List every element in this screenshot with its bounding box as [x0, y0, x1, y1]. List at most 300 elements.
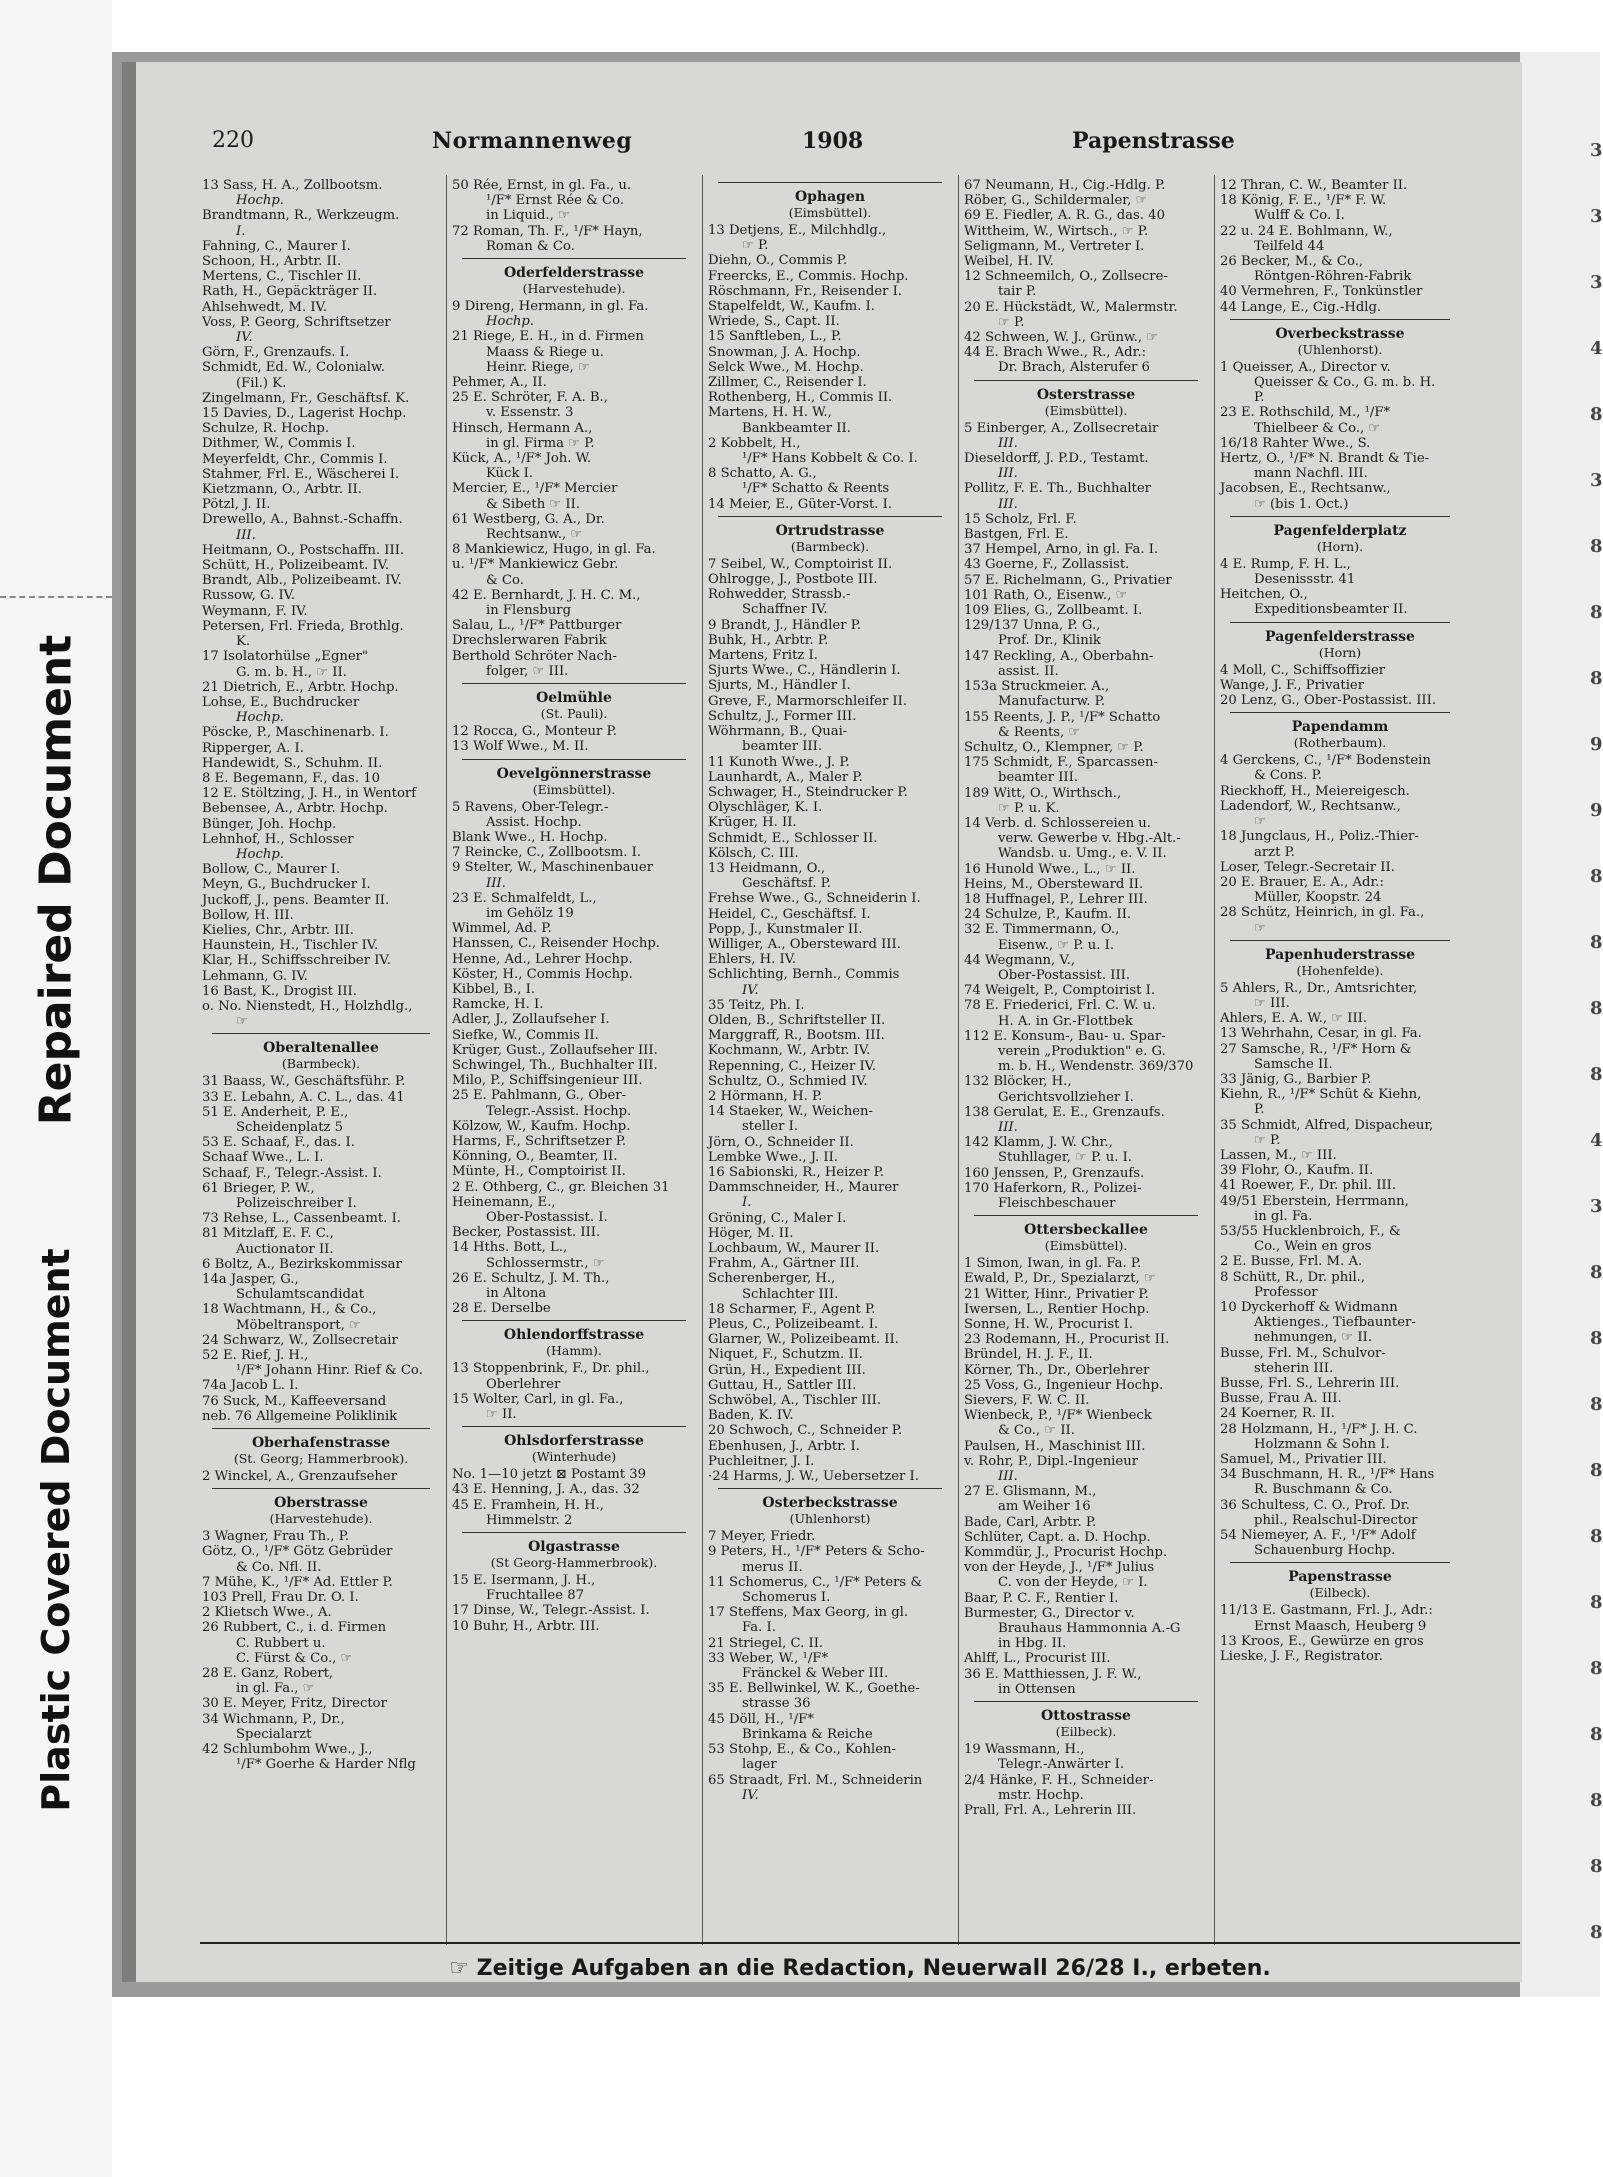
directory-entry: 2 E. Othberg, C., gr. Bleichen 31	[452, 1179, 670, 1195]
directory-entry: No. 1—10 jetzt ⊠ Postamt 39	[452, 1467, 647, 1483]
directory-entry: 138 Gerulat, E. E., Grenzaufs.	[964, 1104, 1165, 1120]
directory-entry-continuation: Kück I.	[486, 466, 534, 482]
directory-entry: Marggraff, R., Bootsm. III.	[708, 1028, 885, 1044]
directory-entry: 9 Peters, H., ¹/F* Peters & Scho-	[708, 1544, 925, 1560]
directory-entry: Seligmann, M., Vertreter I.	[964, 238, 1145, 254]
directory-entry: Jacobsen, E., Rechtsanw.,	[1220, 481, 1391, 497]
directory-entry: 16 Bast, K., Drogist III.	[202, 983, 357, 999]
directory-entry-continuation: Specialarzt	[236, 1726, 312, 1742]
directory-entry: Heinemann, E.,	[452, 1194, 556, 1210]
directory-entry-continuation: Co., Wein en gros	[1254, 1239, 1372, 1255]
directory-entry: Wange, J. F., Privatier	[1220, 677, 1365, 693]
edge-digit: 8	[1590, 1460, 1603, 1481]
directory-entry: 26 Becker, M., & Co.,	[1220, 254, 1364, 270]
directory-entry: 20 E. Brauer, E. A., Adr.:	[1220, 874, 1384, 890]
street-separator	[718, 182, 942, 183]
directory-entry: Gröning, C., Maler I.	[708, 1210, 847, 1226]
street-separator	[462, 258, 686, 259]
street-heading: Oderfelderstrasse	[503, 265, 645, 282]
directory-entry-continuation: mann Nachfl. III.	[1254, 466, 1368, 482]
directory-entry: 4 Moll, C., Schiffsoffizier	[1220, 662, 1386, 678]
directory-entry: 2 Hörmann, H. P.	[708, 1088, 823, 1104]
edge-digit: 9	[1590, 734, 1603, 755]
street-district: (Barmbeck).	[281, 1056, 361, 1072]
directory-entry: 14 Staeker, W., Weichen-	[708, 1104, 873, 1120]
directory-entry: 7 Reincke, C., Zollbootsm. I.	[452, 845, 642, 861]
directory-entry: 28 E. Derselbe	[452, 1301, 551, 1317]
directory-entry: Pollitz, F. E. Th., Buchhalter	[964, 481, 1151, 497]
directory-entry-continuation: IV.	[742, 1787, 759, 1803]
edge-digit: 8	[1590, 404, 1603, 425]
directory-entry: 53 Stohp, E., & Co., Kohlen-	[708, 1742, 896, 1758]
directory-entry: 33 E. Lebahn, A. C. L., das. 41	[202, 1089, 405, 1105]
edge-digit: 8	[1590, 1328, 1603, 1349]
directory-entry: 23 E. Rothschild, M., ¹/F*	[1220, 405, 1391, 421]
directory-entry: 5 Einberger, A., Zollsecretair	[964, 420, 1159, 436]
edge-digit: 8	[1590, 1658, 1603, 1679]
directory-entry: v. Rohr, P., Dipl.-Ingenieur	[964, 1453, 1139, 1469]
directory-entry: 14a Jasper, G.,	[202, 1272, 299, 1288]
directory-entry: 101 Rath, O., Eisenw., ☞	[964, 587, 1128, 603]
directory-entry: Pehmer, A., II.	[452, 375, 547, 391]
directory-entry-continuation: arzt P.	[1254, 844, 1295, 860]
directory-entry-continuation: Aktienges., Tiefbaunter-	[1254, 1315, 1416, 1331]
directory-entry-continuation: Bankbeamter II.	[742, 420, 851, 436]
directory-entry: Könning, O., Beamter, II.	[452, 1149, 618, 1165]
street-district: (Barmbeck).	[790, 538, 870, 554]
directory-entry-continuation: Scheidenplatz 5	[236, 1119, 344, 1135]
directory-column-1	[202, 178, 440, 1948]
directory-entry-continuation: IV.	[236, 330, 253, 346]
directory-entry: Voss, P. Georg, Schriftsetzer	[202, 314, 391, 330]
directory-entry-continuation: Professor	[1254, 1284, 1318, 1300]
directory-entry: 11 Schomerus, C., ¹/F* Peters &	[708, 1574, 923, 1590]
directory-entry-continuation: C. Fürst & Co., ☞	[236, 1650, 353, 1666]
directory-entry: 9 Brandt, J., Händler P.	[708, 617, 862, 633]
directory-entry: 76 Suck, M., Kaffeeversand	[202, 1393, 387, 1409]
street-separator	[212, 1428, 430, 1429]
directory-entry: Mertens, C., Tischler II.	[202, 269, 362, 285]
directory-entry-continuation: ☞ P.	[742, 238, 769, 254]
directory-entry: Heitmann, O., Postschaffn. III.	[202, 542, 405, 558]
directory-column-2	[452, 178, 696, 1948]
edge-digit: 3	[1590, 272, 1603, 293]
directory-entry: Kölzow, W., Kaufm. Hochp.	[452, 1118, 631, 1134]
street-separator	[212, 1033, 430, 1034]
directory-entry-continuation: in gl. Fa.	[1254, 1208, 1313, 1224]
directory-entry-continuation: ☞	[1254, 814, 1266, 830]
directory-entry: 78 E. Friederici, Frl. C. W. u.	[964, 998, 1156, 1014]
edge-digit: 3	[1590, 1196, 1603, 1217]
directory-entry: Russow, G. IV.	[202, 588, 296, 604]
directory-entry-continuation: K.	[236, 634, 251, 650]
directory-entry-continuation: lager	[742, 1757, 777, 1773]
directory-entry-continuation: III.	[998, 496, 1018, 512]
street-heading: Overbeckstrasse	[1275, 325, 1405, 342]
directory-entry: 17 Dinse, W., Telegr.-Assist. I.	[452, 1603, 650, 1619]
street-heading: Pagenfelderstrasse	[1265, 628, 1415, 645]
directory-entry-continuation: am Weiher 16	[998, 1499, 1091, 1515]
directory-entry: u. ¹/F* Mankiewicz Gebr.	[452, 557, 619, 573]
directory-entry: Berthold Schröter Nach-	[452, 648, 617, 664]
directory-entry: 15 E. Isermann, J. H.,	[452, 1573, 596, 1589]
directory-entry-continuation: Telegr.-Anwärter I.	[998, 1757, 1125, 1773]
directory-entry: 103 Prell, Frau Dr. O. I.	[202, 1590, 359, 1606]
directory-entry: Ramcke, H. I.	[452, 997, 544, 1013]
directory-entry: 2 Kobbelt, H.,	[708, 435, 801, 451]
directory-entry: ·24 Harms, J. W., Uebersetzer I.	[708, 1469, 919, 1485]
directory-entry: Lembke Wwe., J. II.	[708, 1149, 838, 1165]
directory-entry: Iwersen, L., Rentier Hochp.	[964, 1301, 1150, 1317]
directory-entry: Bollow, H. III.	[202, 907, 294, 923]
directory-entry: 36 E. Matthiessen, J. F. W.,	[964, 1666, 1142, 1682]
directory-entry-continuation: folger, ☞ III.	[486, 663, 569, 679]
street-district: (Winterhude)	[531, 1449, 617, 1465]
directory-entry-continuation: im Gehölz 19	[486, 905, 574, 921]
directory-entry: 3 Wagner, Frau Th., P.	[202, 1529, 350, 1545]
directory-entry: Schultz, O., Schmied IV.	[708, 1073, 868, 1089]
street-district: (Eilbeck).	[1055, 1724, 1117, 1740]
directory-entry: Grün, H., Expedient III.	[708, 1362, 866, 1378]
directory-entry: 50 Rée, Ernst, in gl. Fa., u.	[452, 178, 632, 193]
directory-entry: 13 Stoppenbrink, F., Dr. phil.,	[452, 1361, 650, 1377]
street-heading: Papendamm	[1291, 719, 1389, 736]
directory-entry: 18 König, F. E., ¹/F* F. W.	[1220, 193, 1387, 209]
directory-entry-continuation: in Flensburg	[486, 603, 572, 619]
directory-entry: 54 Niemeyer, A. F., ¹/F* Adolf	[1220, 1528, 1416, 1544]
directory-entry: Münte, H., Comptoirist II.	[452, 1164, 626, 1180]
street-separator	[974, 1215, 1198, 1216]
directory-entry-continuation: Fleischbeschauer	[998, 1196, 1116, 1211]
directory-entry: Röschmann, Fr., Reisender I.	[708, 283, 902, 299]
directory-entry: Williger, A., Obersteward III.	[708, 936, 901, 952]
directory-entry-continuation: Fränckel & Weber III.	[742, 1666, 889, 1682]
directory-entry: Baden, K. IV.	[708, 1408, 794, 1424]
directory-entry: Wienbeck, P., ¹/F* Wienbeck	[964, 1408, 1152, 1424]
directory-entry: 9 Direng, Hermann, in gl. Fa.	[452, 299, 649, 315]
directory-entry: Krüger, H. II.	[708, 815, 797, 831]
directory-entry: 2 Klietsch Wwe., A.	[202, 1605, 332, 1621]
directory-entry: Schaaf Wwe., L. I.	[202, 1150, 324, 1166]
directory-entry: Ahlff, L., Procurist III.	[964, 1651, 1111, 1667]
directory-entry: 18 Wachtmann, H., & Co.,	[202, 1302, 377, 1318]
edge-digit: 8	[1590, 1922, 1603, 1943]
directory-entry-continuation: III.	[998, 435, 1018, 451]
street-heading: Ohlsdorferstrasse	[504, 1433, 644, 1450]
directory-entry: 17 Steffens, Max Georg, in gl.	[708, 1605, 909, 1621]
directory-entry: 15 Davies, D., Lagerist Hochp.	[202, 406, 407, 422]
directory-entry: Hinsch, Hermann A.,	[452, 420, 593, 436]
directory-entry-continuation: C. von der Heyde, ☞ I.	[998, 1575, 1148, 1591]
directory-entry-continuation: III.	[236, 527, 256, 543]
directory-entry: 21 Witter, Hinr., Privatier P.	[964, 1286, 1149, 1302]
edge-digit: 8	[1590, 1064, 1603, 1085]
directory-entry: Busse, Frau A. III.	[1220, 1391, 1342, 1407]
edge-digit: 3	[1590, 470, 1603, 491]
directory-entry-continuation: nehmungen, ☞ II.	[1254, 1330, 1373, 1346]
street-separator	[718, 516, 942, 517]
directory-entry: Schwöbel, A., Tischler III.	[708, 1393, 882, 1409]
directory-entry: 1 Queisser, A., Director v.	[1220, 359, 1391, 375]
edge-digit: 8	[1590, 668, 1603, 689]
directory-entry-continuation: Auctionator II.	[236, 1241, 334, 1257]
directory-entry: Sonne, H. W., Procurist I.	[964, 1317, 1134, 1333]
directory-entry-continuation: verein „Produktion" e. G.	[998, 1043, 1166, 1059]
directory-entry: 51 E. Anderheit, P. E.,	[202, 1104, 349, 1120]
plastic-covered-document-label: Plastic Covered Document	[34, 1248, 78, 1812]
directory-entry: Bünger, Joh. Hochp.	[202, 816, 337, 832]
directory-entry: 45 Döll, H., ¹/F*	[708, 1711, 814, 1727]
directory-entry: Snowman, J. A. Hochp.	[708, 344, 861, 360]
directory-entry: 43 Goerne, F., Zollassist.	[964, 557, 1130, 573]
street-separator	[462, 1532, 686, 1533]
directory-entry-continuation: ¹/F* Johann Hinr. Rief & Co.	[236, 1363, 423, 1379]
directory-entry-continuation: (Fil.) K.	[236, 375, 287, 391]
directory-entry: Petersen, Frl. Frieda, Brothlg.	[202, 618, 404, 634]
street-heading: Oelmühle	[536, 690, 612, 707]
directory-entry-continuation: in Hbg. II.	[998, 1636, 1067, 1652]
directory-entry: Busse, Frl. M., Schulvor-	[1220, 1345, 1386, 1361]
directory-entry: Popp, J., Kunstmaler II.	[708, 921, 863, 937]
directory-entry: 52 E. Rief, J. H.,	[202, 1348, 309, 1364]
directory-entry: 11/13 E. Gastmann, Frl. J., Adr.:	[1220, 1603, 1433, 1619]
directory-entry: neb. 76 Allgemeine Poliklinik	[202, 1408, 398, 1424]
directory-entry-continuation: Roman & Co.	[486, 238, 575, 254]
directory-entry: 35 Schmidt, Alfred, Dispacheur,	[1220, 1117, 1434, 1133]
directory-entry: Haunstein, H., Tischler IV.	[202, 938, 379, 954]
directory-entry: 41 Roewer, F., Dr. phil. III.	[1220, 1178, 1397, 1194]
directory-entry: 13 Kroos, E., Gewürze en gros	[1220, 1633, 1424, 1649]
edge-digit: 8	[1590, 1790, 1603, 1811]
directory-entry: 142 Klamm, J. W. Chr.,	[964, 1135, 1113, 1151]
directory-entry: 28 Schütz, Heinrich, in gl. Fa.,	[1220, 905, 1425, 921]
directory-entry: 8 Schatto, A. G.,	[708, 466, 817, 482]
directory-entry-continuation: ¹/F* Schatto & Reents	[742, 481, 890, 497]
street-separator	[462, 1320, 686, 1321]
directory-entry: 15 Sanftleben, L., P.	[708, 329, 842, 345]
directory-entry-continuation: Telegr.-Assist. Hochp.	[486, 1103, 632, 1119]
street-district: (Horn).	[1316, 538, 1364, 554]
directory-entry-continuation: & Reents, ☞	[998, 724, 1081, 740]
directory-entry: Meyn, G., Buchdrucker I.	[202, 877, 371, 893]
directory-entry: 42 E. Bernhardt, J. H. C. M.,	[452, 587, 641, 603]
directory-entry: 16/18 Rahter Wwe., S.	[1220, 435, 1371, 451]
directory-entry: 153a Struckmeier. A.,	[964, 679, 1110, 695]
directory-entry-continuation: ☞ III.	[1254, 995, 1290, 1011]
edge-digit: 8	[1590, 866, 1603, 887]
page-header	[212, 128, 1235, 158]
directory-entry: Körner, Th., Dr., Oberlehrer	[964, 1362, 1150, 1378]
column-rule	[446, 175, 447, 1945]
directory-entry: Kochmann, W., Arbtr. IV.	[708, 1043, 871, 1059]
directory-entry-continuation: Eisenw., ☞ P. u. I.	[998, 937, 1115, 953]
directory-entry: 22 u. 24 E. Bohlmann, W.,	[1220, 223, 1393, 239]
street-heading: Ophagen	[794, 189, 866, 205]
directory-entry: Kück, A., ¹/F* Joh. W.	[452, 451, 592, 467]
directory-entry: 13 Wolf Wwe., M. II.	[452, 739, 589, 755]
street-heading: Oberstrasse	[274, 1495, 368, 1512]
directory-entry: 25 Voss, G., Ingenieur Hochp.	[964, 1377, 1164, 1393]
directory-entry: Blank Wwe., H. Hochp.	[452, 829, 608, 845]
column-rule	[702, 175, 703, 1945]
directory-entry: 61 Westberg, G. A., Dr.	[452, 511, 605, 527]
binding-gutter	[122, 62, 136, 1982]
directory-entry: Kibbel, B., I.	[452, 981, 536, 997]
directory-entry-continuation: ☞ P.	[1254, 1132, 1281, 1148]
directory-entry-continuation: Hochp.	[236, 710, 284, 726]
directory-entry: Dammschneider, H., Maurer	[708, 1180, 899, 1196]
directory-entry: Schaaf, F., Telegr.-Assist. I.	[202, 1165, 382, 1181]
street-heading: Oberhafenstrasse	[251, 1435, 391, 1452]
directory-entry-continuation: in gl. Fa., ☞	[236, 1681, 315, 1697]
directory-entry: Schmidt, Ed. W., Colonialw.	[202, 360, 385, 376]
directory-entry: Salau, L., ¹/F* Pattburger	[452, 618, 622, 634]
directory-entry: Brandt, Alb., Polizeibeamt. IV.	[202, 573, 402, 589]
directory-entry: Glarner, W., Polizeibeamt. II.	[708, 1332, 899, 1348]
directory-entry: 42 Schlumbohm Wwe., J.,	[202, 1742, 373, 1758]
directory-entry: Heins, M., Obersteward II.	[964, 876, 1144, 892]
directory-entry: 2 Winckel, A., Grenzaufseher	[202, 1469, 397, 1485]
street-district: (St Georg-Hammerbrook).	[490, 1555, 658, 1571]
directory-entry: Samuel, M., Privatier III.	[1220, 1452, 1387, 1468]
directory-entry: o. No. Nienstedt, H., Holzhdlg.,	[202, 998, 413, 1014]
directory-entry: 21 Striegel, C. II.	[708, 1635, 824, 1651]
directory-entry: Weibel, H. IV.	[964, 254, 1054, 270]
directory-entry: 25 E. Pahlmann, G., Ober-	[452, 1088, 627, 1104]
directory-entry: Handewidt, S., Schuhm. II.	[202, 755, 383, 771]
directory-entry: Olden, B., Schriftsteller II.	[708, 1012, 886, 1028]
directory-entry-continuation: in gl. Firma ☞ P.	[486, 435, 595, 451]
directory-entry: Wimmel, Ad. P.	[452, 921, 552, 937]
directory-entry: 4 Gerckens, C., ¹/F* Bodenstein	[1220, 753, 1431, 769]
directory-entry: Milo, P., Schiffsingenieur III.	[452, 1073, 643, 1089]
directory-entry: Pöscke, P., Maschinenarb. I.	[202, 725, 389, 741]
directory-entry-continuation: Thielbeer & Co., ☞	[1254, 420, 1381, 436]
directory-entry: 57 E. Richelmann, G., Privatier	[964, 572, 1172, 588]
directory-entry: 189 Witt, O., Wirthsch.,	[964, 785, 1122, 801]
directory-entry: Klar, H., Schiffsschreiber IV.	[202, 953, 391, 969]
directory-entry: 53/55 Hucklenbroich, F., &	[1220, 1223, 1401, 1239]
footer-rule	[200, 1942, 1520, 1944]
directory-entry: Wittheim, W., Wirtsch., ☞ P.	[964, 223, 1149, 239]
directory-entry-continuation: Müller, Koopstr. 24	[1254, 890, 1382, 906]
street-separator	[1230, 1562, 1450, 1563]
directory-entry: Bründel, H. J. F., II.	[964, 1347, 1093, 1363]
directory-entry: 7 Meyer, Friedr.	[708, 1529, 816, 1545]
directory-entry-continuation: in Liquid., ☞	[486, 208, 570, 224]
directory-entry: Henne, Ad., Lehrer Hochp.	[452, 951, 633, 967]
street-district: (Eimsbüttel).	[532, 781, 616, 797]
directory-entry: Schultz, J., Former III.	[708, 708, 857, 724]
directory-entry: 10 Buhr, H., Arbtr. III.	[452, 1618, 600, 1634]
directory-entry: 20 Schwoch, C., Schneider P.	[708, 1423, 903, 1439]
directory-entry: 14 Hths. Bott, L.,	[452, 1240, 568, 1256]
directory-entry-continuation: Stuhllager, ☞ P. u. I.	[998, 1150, 1132, 1166]
street-district: (St. Pauli).	[540, 706, 608, 722]
directory-entry: 24 Schulze, P., Kaufm. II.	[964, 907, 1132, 923]
directory-entry: Olyschläger, K. I.	[708, 800, 823, 816]
directory-entry: 9 Stelter, W., Maschinenbauer	[452, 860, 654, 876]
directory-entry: 13 Wehrhahn, Cesar, in gl. Fa.	[1220, 1026, 1422, 1042]
directory-entry-continuation: G. m. b. H., ☞ II.	[236, 664, 347, 680]
directory-entry: Sjurts Wwe., C., Händlerin I.	[708, 663, 901, 679]
directory-entry-continuation: Schaffner IV.	[742, 602, 828, 618]
directory-entry-continuation: & Co.	[486, 572, 524, 588]
directory-entry: 36 Schultess, C. O., Prof. Dr.	[1220, 1497, 1410, 1513]
header-year: 1908	[802, 128, 864, 154]
directory-entry: 10 Dyckerhoff & Widmann	[1220, 1299, 1398, 1315]
directory-entry: Ebenhusen, J., Arbtr. I.	[708, 1438, 860, 1454]
directory-entry: 18 Jungclaus, H., Poliz.-Thier-	[1220, 829, 1419, 845]
directory-entry: Harms, F., Schriftsetzer P.	[452, 1133, 627, 1149]
directory-entry: Bastgen, Frl. E.	[964, 527, 1069, 543]
directory-entry: 18 Huffnagel, P., Lehrer III.	[964, 891, 1148, 907]
directory-entry: Höger, M. II.	[708, 1225, 794, 1241]
directory-entry: 49/51 Eberstein, Herrmann,	[1220, 1193, 1409, 1209]
directory-entry: Drechslerwaren Fabrik	[452, 633, 607, 649]
directory-entry-continuation: P.	[1254, 1102, 1265, 1118]
directory-entry: 44 E. Brach Wwe., R., Adr.:	[964, 345, 1147, 361]
directory-entry: 12 Thran, C. W., Beamter II.	[1220, 178, 1408, 193]
directory-entry: Lassen, M., ☞ III.	[1220, 1147, 1337, 1163]
directory-entry: Pleus, C., Polizeibeamt. I.	[708, 1317, 879, 1333]
directory-entry: 12 Rocca, G., Monteur P.	[452, 724, 617, 740]
header-first-street: Normannenweg	[432, 128, 633, 154]
edge-digit: 8	[1590, 1592, 1603, 1613]
directory-entry: Diehn, O., Commis P.	[708, 253, 848, 269]
directory-entry-continuation: I.	[742, 1195, 752, 1211]
column-rule	[1214, 175, 1215, 1945]
directory-entry-continuation: Polizeischreiber I.	[236, 1196, 357, 1211]
directory-entry-continuation: III.	[998, 466, 1018, 482]
directory-entry: 4 E. Rump, F. H. L.,	[1220, 556, 1351, 572]
street-district: (Horn)	[1318, 644, 1362, 660]
directory-entry-continuation: Schauenburg Hochp.	[1254, 1543, 1396, 1559]
directory-entry: Ripperger, A. I.	[202, 740, 304, 756]
directory-entry: Götz, O., ¹/F* Götz Gebrüder	[202, 1544, 393, 1560]
directory-entry: Greve, F., Marmorschleifer II.	[708, 693, 908, 709]
directory-entry: Juckoff, J., pens. Beamter II.	[202, 892, 390, 908]
directory-entry: 25 E. Schröter, F. A. B.,	[452, 390, 608, 406]
next-page-edge	[1520, 52, 1600, 1997]
directory-entry: 7 Mühe, K., ¹/F* Ad. Ettler P.	[202, 1574, 393, 1590]
directory-entry: Bollow, C., Maurer I.	[202, 862, 341, 878]
directory-entry: 175 Schmidt, F., Sparcassen-	[964, 755, 1158, 771]
directory-entry: Schwingel, Th., Buchhalter III.	[452, 1057, 658, 1073]
edge-digit: 4	[1590, 1130, 1603, 1151]
directory-entry-continuation: I.	[236, 223, 246, 239]
directory-entry-continuation: ¹/F* Ernst Rée & Co.	[486, 193, 624, 209]
directory-entry-continuation: III.	[998, 1119, 1018, 1135]
directory-entry: Selck Wwe., M. Hochp.	[708, 359, 864, 375]
directory-entry-continuation: & Cons. P.	[1254, 768, 1322, 784]
directory-entry: 69 E. Fiedler, A. R. G., das. 40	[964, 208, 1165, 224]
directory-entry-continuation: Fruchtallee 87	[486, 1588, 585, 1604]
edge-digit: 3	[1590, 140, 1603, 161]
directory-entry: 45 E. Framhein, H. H.,	[452, 1497, 604, 1513]
directory-entry: Loser, Telegr.-Secretair II.	[1220, 859, 1395, 875]
directory-entry: 132 Blöcker, H.,	[964, 1074, 1072, 1090]
directory-entry: Röber, G., Schildermaler, ☞	[964, 193, 1148, 209]
directory-entry: 35 Teitz, Ph. I.	[708, 997, 805, 1013]
directory-entry: Becker, Postassist. III.	[452, 1225, 601, 1241]
directory-entry: Lieske, J. F., Registrator.	[1220, 1649, 1383, 1665]
directory-entry: 34 Buschmann, H. R., ¹/F* Hans	[1220, 1467, 1435, 1483]
directory-entry: 8 E. Begemann, F., das. 10	[202, 770, 380, 786]
directory-entry: Kietzmann, O., Arbtr. II.	[202, 482, 362, 498]
edge-digit: 8	[1590, 536, 1603, 557]
street-separator	[212, 1488, 430, 1489]
